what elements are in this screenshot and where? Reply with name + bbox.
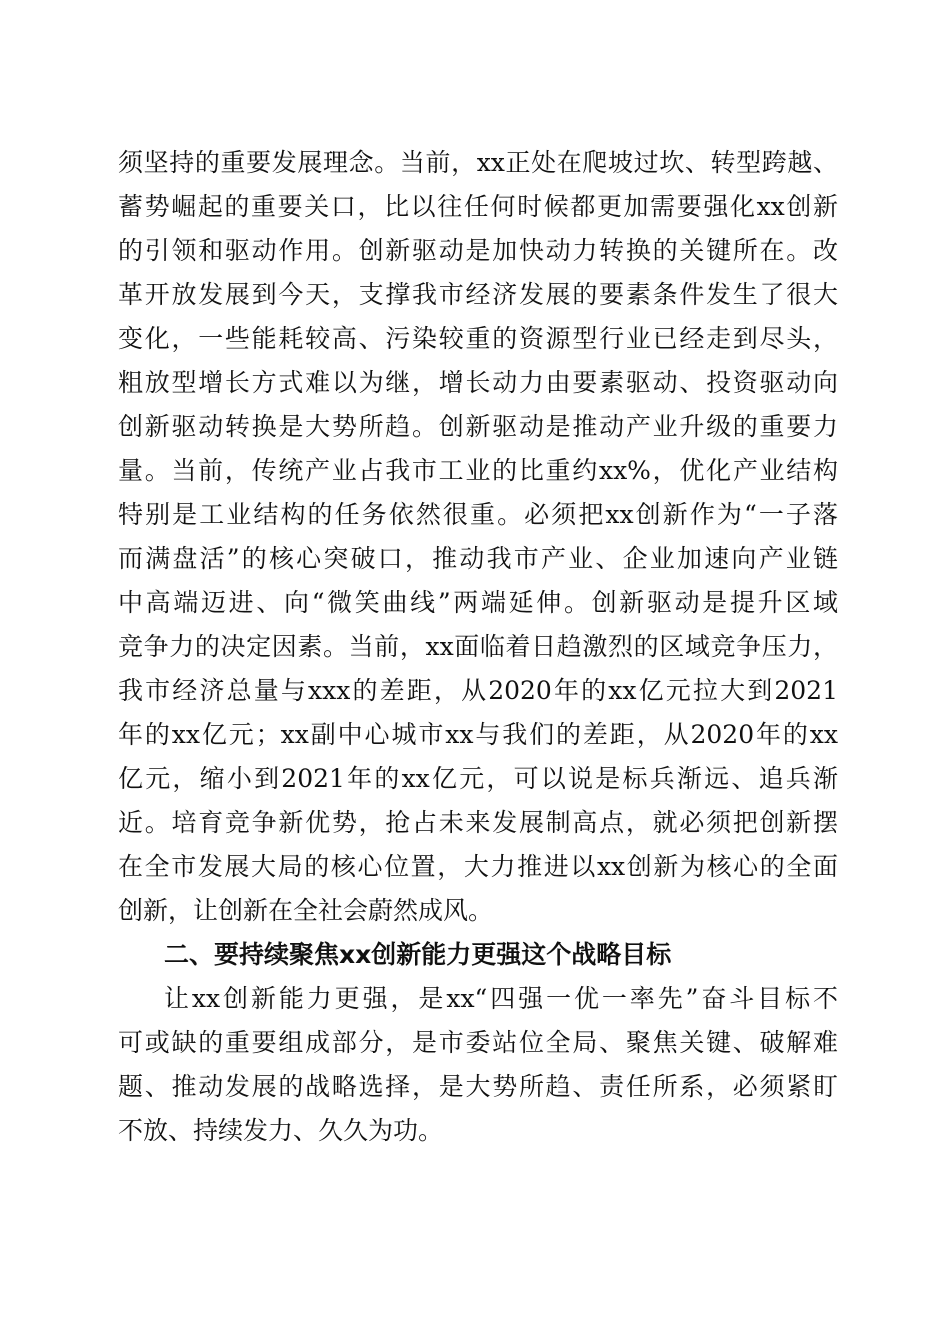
- paragraph-line: 让xx创新能力更强，是xx“四强一优一率先”奋斗目标不: [164, 984, 838, 1013]
- paragraph-line: 我市经济总量与xxx的差距，从2020年的xx亿元拉大到2021: [118, 676, 838, 705]
- paragraph-line: 革开放发展到今天，支撑我市经济发展的要素条件发生了很大: [118, 280, 838, 309]
- paragraph-line: 的引领和驱动作用。创新驱动是加快动力转换的关键所在。改: [118, 236, 838, 265]
- paragraph-line: 中高端迈进、向“微笑曲线”两端延伸。创新驱动是提升区域: [118, 588, 838, 617]
- paragraph-line: 年的xx亿元；xx副中心城市xx与我们的差距，从2020年的xx: [118, 720, 838, 749]
- paragraph-line: 创新，让创新在全社会蔚然成风。: [118, 896, 494, 925]
- paragraph-line: 创新驱动转换是大势所趋。创新驱动是推动产业升级的重要力: [118, 412, 838, 441]
- paragraph-line: 竞争力的决定因素。当前，xx面临着日趋激烈的区域竞争压力，: [118, 632, 838, 661]
- paragraph-line: 须坚持的重要发展理念。当前，xx正处在爬坡过坎、转型跨越、: [118, 148, 838, 177]
- paragraph-line: 而满盘活”的核心突破口，推动我市产业、企业加速向产业链: [118, 544, 838, 573]
- paragraph-line: 近。培育竞争新优势，抢占未来发展制高点，就必须把创新摆: [118, 808, 838, 837]
- paragraph-line: 亿元，缩小到2021年的xx亿元，可以说是标兵渐远、追兵渐: [118, 764, 838, 793]
- paragraph-line: 量。当前，传统产业占我市工业的比重约xx%，优化产业结构: [118, 456, 838, 485]
- paragraph-line: 可或缺的重要组成部分，是市委站位全局、聚焦关键、破解难: [118, 1028, 838, 1057]
- paragraph-line: 粗放型增长方式难以为继，增长动力由要素驱动、投资驱动向: [118, 368, 838, 397]
- paragraph-line: 题、推动发展的战略选择，是大势所趋、责任所系，必须紧盯: [118, 1072, 838, 1101]
- paragraph-line: 特别是工业结构的任务依然很重。必须把xx创新作为“一子落: [118, 500, 838, 529]
- paragraph-line: 不放、持续发力、久久为功。: [118, 1116, 444, 1145]
- section-heading: 二、要持续聚焦xx创新能力更强这个战略目标: [164, 940, 672, 969]
- paragraph-line: 蓄势崛起的重要关口，比以往任何时候都更加需要强化xx创新: [118, 192, 838, 221]
- paragraph-line: 在全市发展大局的核心位置，大力推进以xx创新为核心的全面: [118, 852, 838, 881]
- paragraph-line: 变化，一些能耗较高、污染较重的资源型行业已经走到尽头，: [118, 324, 838, 353]
